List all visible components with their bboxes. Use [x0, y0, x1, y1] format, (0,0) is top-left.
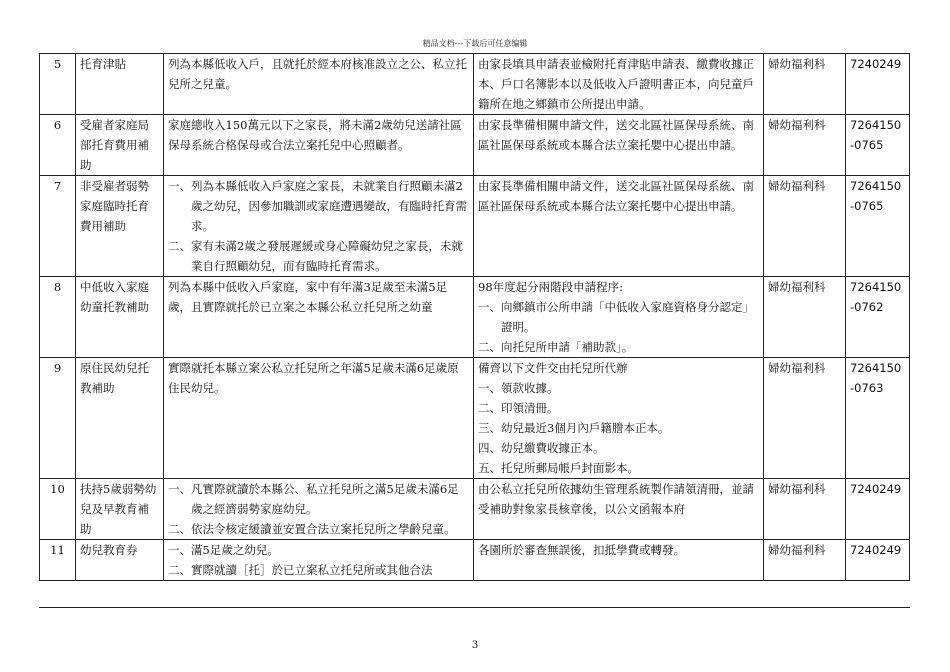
list-text: 托兒所郵局帳戶封面影本。 [501, 461, 639, 475]
phone-extension: 7264150-0762 [846, 277, 910, 358]
subsidy-name: 幼兒教育券 [76, 540, 164, 581]
list-marker: 三、 [478, 421, 501, 435]
department: 婦幼福利科 [764, 479, 846, 540]
eligibility-item [168, 519, 469, 539]
phone-extension: 7240249 [846, 540, 910, 581]
list-marker: 五、 [478, 461, 501, 475]
table-row [40, 54, 910, 115]
eligibility-cell [164, 277, 474, 358]
list-text: 家有未滿2歲之發展遲緩或身心障礙幼兒之家長，未就業自行照顧幼兒，而有臨時托育需求。 [191, 239, 463, 273]
list-marker: 一、 [478, 381, 501, 395]
list-text: 幼兒繳費收據正本。 [501, 441, 605, 455]
eligibility-item [168, 176, 469, 236]
department: 婦幼福利科 [764, 277, 846, 358]
table-viewport [0, 53, 950, 608]
list-marker: 二、 [168, 522, 191, 536]
department: 婦幼福利科 [764, 358, 846, 479]
eligibility-item [168, 236, 469, 276]
table-row [40, 176, 910, 277]
list-text: 依法令核定緩讀並安置合法立案托兒所之學齡兒童。 [191, 522, 456, 536]
procedure-cell [474, 358, 764, 479]
table-row [40, 277, 910, 358]
procedure-cell [474, 540, 764, 581]
subsidy-name: 中低收入家庭幼童托教補助 [76, 277, 164, 358]
procedure-text: 由家長填具申請表並檢附托育津貼申請表、繳費收據正本、戶口名簿影本以及低收入戶證明書正本，向兒童戶籍所在地之鄉鎮市公所提出申請。 [478, 57, 754, 111]
procedure-text: 由家長準備相關申請文件，送交北區社區保母系統、南區社區保母系統或本縣合法立案托嬰中心提出申請。 [478, 179, 754, 213]
list-marker: 一、 [168, 179, 191, 193]
eligibility-cell [164, 479, 474, 540]
procedure-item [478, 418, 759, 438]
table-row [40, 540, 910, 581]
department: 婦幼福利科 [764, 176, 846, 277]
subsidy-name: 原住民幼兒托教補助 [76, 358, 164, 479]
table-row [40, 479, 910, 540]
list-text: 實際就讀［托］於已立案私立托兒所或其他合法 [191, 563, 433, 577]
procedure-item [478, 458, 759, 478]
subsidy-name: 托育津貼 [76, 54, 164, 115]
row-number: 9 [40, 358, 76, 479]
procedure-cell [474, 176, 764, 277]
phone-extension: 7264150-0765 [846, 176, 910, 277]
list-marker: 二、 [478, 340, 501, 354]
procedure-text: 98年度起分兩階段申請程序: [478, 280, 624, 294]
eligibility-item [168, 479, 469, 519]
procedure-text: 備齊以下文件交由托兒所代辦 [478, 361, 628, 375]
table-bottom-rule [39, 607, 910, 608]
eligibility-text: 實際就托本縣立案公私立托兒所之年滿5足歲未滿6足歲原住民幼兒。 [168, 361, 459, 395]
procedure-cell [474, 479, 764, 540]
list-text: 領款收據。 [501, 381, 559, 395]
procedure-text: 由公私立托兒所依據幼生管理系統製作請領清冊，並請受補助對象家長核章後，以公文函報本府 [478, 482, 754, 516]
table-row [40, 115, 910, 176]
list-text: 幼兒最近3個月內戶籍謄本正本。 [501, 421, 670, 435]
list-marker: 一、 [168, 482, 191, 496]
procedure-item [478, 297, 759, 337]
eligibility-item [168, 560, 469, 580]
row-number: 11 [40, 540, 76, 581]
eligibility-cell [164, 358, 474, 479]
subsidy-table [39, 53, 910, 581]
eligibility-cell [164, 540, 474, 581]
list-text: 向鄉鎮市公所申請「中低收入家庭資格身分認定」證明。 [501, 300, 754, 334]
list-text: 列為本縣低收入戶家庭之家長，未就業自行照顧未滿2歲之幼兒，因參加職訓或家庭遭遇變故，有臨時托育需求。 [191, 179, 467, 233]
row-number: 10 [40, 479, 76, 540]
procedure-cell [474, 277, 764, 358]
list-text: 印領清冊。 [501, 401, 559, 415]
row-number: 5 [40, 54, 76, 115]
eligibility-cell [164, 115, 474, 176]
eligibility-text: 列為本縣中低收入戶家庭，家中有年滿3足歲至未滿5足歲，且實際就托於已立案之本縣公私立托兒所之幼童 [168, 280, 448, 314]
eligibility-item [168, 540, 469, 560]
department: 婦幼福利科 [764, 115, 846, 176]
list-marker: 四、 [478, 441, 501, 455]
row-number: 8 [40, 277, 76, 358]
department: 婦幼福利科 [764, 540, 846, 581]
procedure-text: 由家長準備相關申請文件，送交北區社區保母系統、南區社區保母系統或本縣合法立案托嬰中心提出申請。 [478, 118, 754, 152]
subsidy-name: 非受雇者弱勢家庭臨時托育費用補助 [76, 176, 164, 277]
page-number: 3 [471, 640, 479, 651]
procedure-item [478, 337, 759, 357]
subsidy-table-body [40, 54, 910, 581]
list-text: 凡實際就讀於本縣公、私立托兒所之滿5足歲未滿6足歲之經濟弱勢家庭幼兒。 [191, 482, 459, 516]
procedure-cell [474, 115, 764, 176]
subsidy-name: 受雇者家庭局部托育費用補助 [76, 115, 164, 176]
eligibility-text: 列為本縣低收入戶，且就托於經本府核准設立之公、私立托兒所之兒童。 [168, 57, 467, 91]
list-marker: 二、 [478, 401, 501, 415]
list-marker: 二、 [168, 239, 191, 253]
phone-extension: 7240249 [846, 54, 910, 115]
list-marker: 二、 [168, 563, 191, 577]
department: 婦幼福利科 [764, 54, 846, 115]
procedure-cell [474, 54, 764, 115]
procedure-item [478, 398, 759, 418]
eligibility-cell [164, 54, 474, 115]
phone-extension: 7264150-0763 [846, 358, 910, 479]
row-number: 7 [40, 176, 76, 277]
procedure-text: 各園所於審查無誤後，扣抵學費或轉發。 [478, 543, 685, 557]
subsidy-name: 扶持5歲弱勢幼兒及早教育補助 [76, 479, 164, 540]
row-number: 6 [40, 115, 76, 176]
procedure-item [478, 378, 759, 398]
list-text: 向托兒所申請「補助款」。 [501, 340, 634, 354]
list-text: 滿5足歲之幼兒。 [191, 543, 279, 557]
eligibility-text: 家庭總收入150萬元以下之家長，將未滿2歲幼兒送請社區保母系統合格保母或合法立案托兒中心照顧者。 [168, 118, 462, 152]
phone-extension: 7240249 [846, 479, 910, 540]
eligibility-cell [164, 176, 474, 277]
list-marker: 一、 [168, 543, 191, 557]
list-marker: 一、 [478, 300, 501, 314]
procedure-item [478, 438, 759, 458]
phone-extension: 7264150-0765 [846, 115, 910, 176]
table-row [40, 358, 910, 479]
page-header-watermark: 精品文档---下载后可任意编辑 [422, 39, 528, 48]
